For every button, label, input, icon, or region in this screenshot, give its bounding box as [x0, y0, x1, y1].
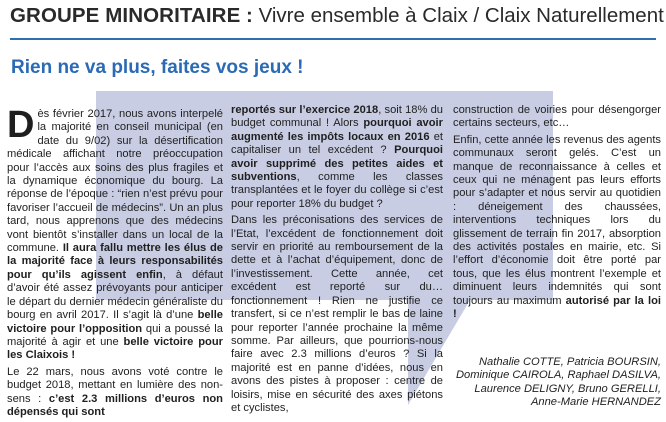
text-run: qui a poussé la majorité à agir et une [7, 322, 223, 348]
paragraph-6 [453, 134, 661, 322]
bold-run: belle victoire pour les Claixois ! [7, 335, 223, 362]
text-run: Enfin, cette année les revenus des agents communaux seront gelés. C’est un manque de reconnaissance à celles et ceux qui ne ménagent pas leurs efforts pour s’adapter et nous servir au quotidien : déneigement des chaussées, interventions techniques lors du glissement de terrain fin 2017, absorption des activités postales en mairie, etc. Si l’effort d’économie doit être porté par tous, que les élus montrent l’exemple et diminuent leurs indemnités qui sont toujours au maximum [453, 133, 661, 307]
text-run: , à défaut d’avoir été assez prévoyants pour anticiper le départ du dernier médecin généraliste du bourg en avril 2017. Il s’agit là d’une [7, 268, 223, 322]
paragraph-2 [7, 366, 223, 420]
bold-run: autorisé par la loi ! [453, 294, 661, 321]
bold-run: reportés sur l’exercice 2018 [231, 104, 379, 116]
text-run: , soit 18% du budget communal ! Alors [231, 104, 443, 130]
header-separator: : [240, 4, 259, 27]
text-run: ès février 2017, nous avons interpelé la majorité en conseil municipal (en date du 9/02) sur la désertification médicale affichant notre préoccupation pour l’accès aux soins des plus fragiles et la dynamique économique du bourg. La réponse de l’époque : “rien n’est prévu pour favoriser l’accueil de médecins”. Un an plus tard, nous apprenons que des médecins vont bientôt s’installer dans un local de la commune. [7, 108, 223, 255]
list-name: Vivre ensemble à Claix / Claix Naturellement [258, 4, 664, 27]
page-header [10, 4, 664, 40]
bold-run: Il aura fallu mettre les élus de la majorité face à leurs responsabilités pour qu’ils agissent enfin [7, 242, 224, 281]
column-1 [7, 104, 224, 422]
signature-line: Anne-Marie HERNANDEZ [530, 396, 661, 409]
column-2 [231, 104, 443, 418]
article-title: Rien ne va plus, faites vos jeux ! [11, 57, 304, 78]
paragraph-4: Dans les préconisations des services de l’Etat, l’excédent de fonctionnement doit servir en priorité au remboursement de la dette et à l’achat d’équipement, donc de l’investissement. Cette année, cet excédent est reporté sur du… fonctionnement ! Rien ne justifie ce transfert, si ce n’est remplir le bas de laine pour reporter l’année prochaine la même somme. Par ailleurs, que pourrions-nous faire avec 2.3 millions d’euros ? Si la majorité est en panne d’idées, nous en avons des pistes à proposer : centre de loisirs, mise en sécurité des axes piétons et cyclistes, [231, 214, 443, 414]
bold-run: Pourquoi avoir supprimé des petites aides et subventions [231, 144, 443, 184]
signature-line: Nathalie COTTE, Patricia BOURSIN, [478, 355, 661, 368]
paragraph-1 [7, 104, 224, 363]
text-run: , comme les classes transplantées et le foyer du collège si c’est pour reporter 18% du budget ? [231, 171, 443, 210]
group-name: GROUPE MINORITAIRE [10, 4, 241, 27]
signature-line: Laurence DELIGNY, Bruno GERELLI, [474, 382, 661, 395]
bold-run: pourquoi avoir augmenté les impôts locaux en 2016 [231, 117, 443, 143]
signature-line: Dominique CAIROLA, Raphael DASILVA, [456, 369, 661, 382]
paragraph-5: construction de voiries pour désengorger certains secteurs, etc… [453, 104, 661, 130]
signatures [453, 356, 661, 410]
column-3 [453, 104, 661, 410]
bold-run: belle victoire pour l’opposition [7, 309, 223, 335]
bold-run: c’est 2.3 millions d’euros non dépensés qui sont [7, 392, 223, 418]
drop-cap: D [7, 104, 35, 146]
paragraph-3 [231, 104, 443, 211]
text-run: et capitaliser un tel excédent ? [231, 130, 443, 157]
text-run: Le 22 mars, nous avons voté contre le budget 2018, mettant en lumière des non-sens : [7, 365, 223, 405]
